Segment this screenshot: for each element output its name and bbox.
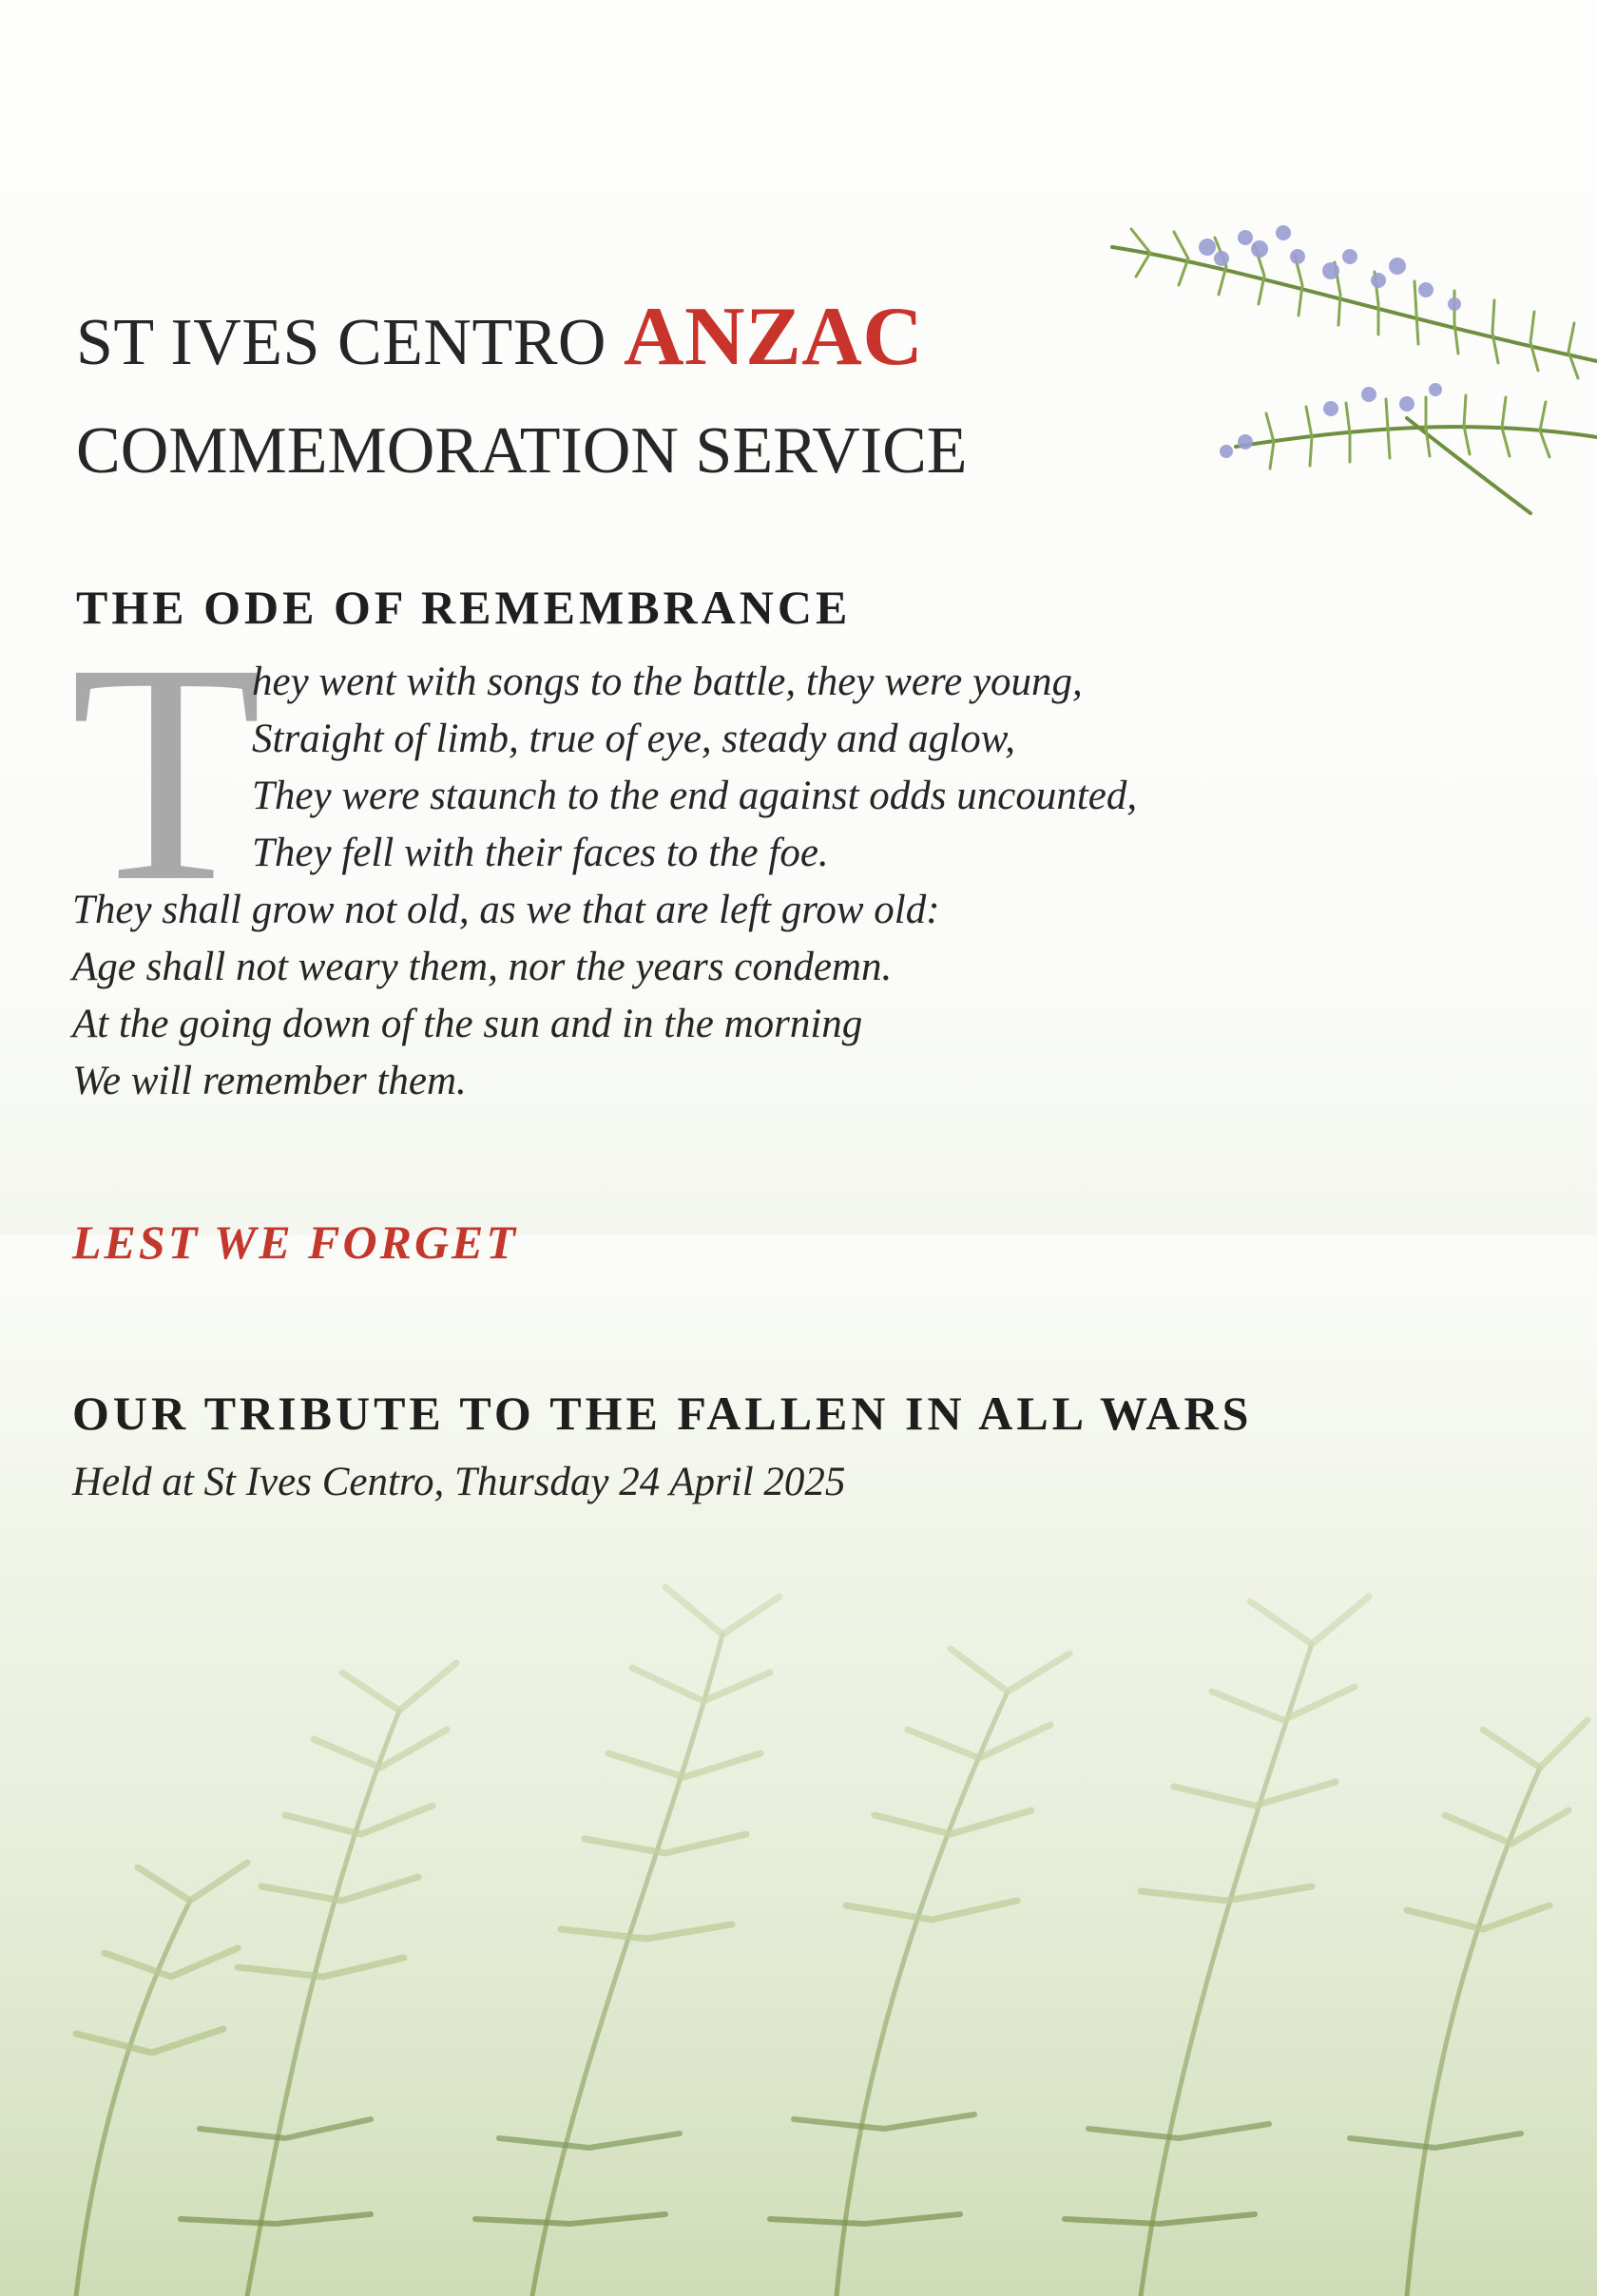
tribute-heading: OUR TRIBUTE TO THE FALLEN IN ALL WARS — [72, 1387, 1253, 1440]
page-subtitle: COMMEMORATION SERVICE — [76, 414, 968, 488]
verse-line: hey went with songs to the battle, they were young, — [252, 660, 1083, 704]
verse-line: Age shall not weary them, nor the years condemn. — [72, 945, 893, 989]
title-prefix: ST IVES CENTRO — [76, 306, 606, 379]
verse-line: At the going down of the sun and in the morning — [72, 1002, 863, 1046]
verse-line: Straight of limb, true of eye, steady and aglow, — [252, 717, 1015, 761]
page-title — [76, 291, 924, 386]
rosemary-sprig-icon — [1093, 200, 1597, 523]
ode-stanza-1 — [252, 654, 1137, 882]
verse-line: They shall grow not old, as we that are left grow old: — [72, 888, 940, 932]
event-details: Held at St Ives Centro, Thursday 24 April 2025 — [72, 1460, 846, 1504]
lest-we-forget: LEST WE FORGET — [72, 1215, 518, 1269]
title-accent: ANZAC — [623, 291, 924, 383]
ode-heading: THE ODE OF REMEMBRANCE — [76, 581, 852, 634]
ode-stanza-2 — [72, 882, 940, 1110]
drop-cap: T — [70, 600, 262, 947]
verse-line: They were staunch to the end against odds uncounted, — [252, 774, 1138, 818]
verse-line: We will remember them. — [72, 1059, 467, 1103]
verse-line: They fell with their faces to the foe. — [252, 831, 829, 875]
